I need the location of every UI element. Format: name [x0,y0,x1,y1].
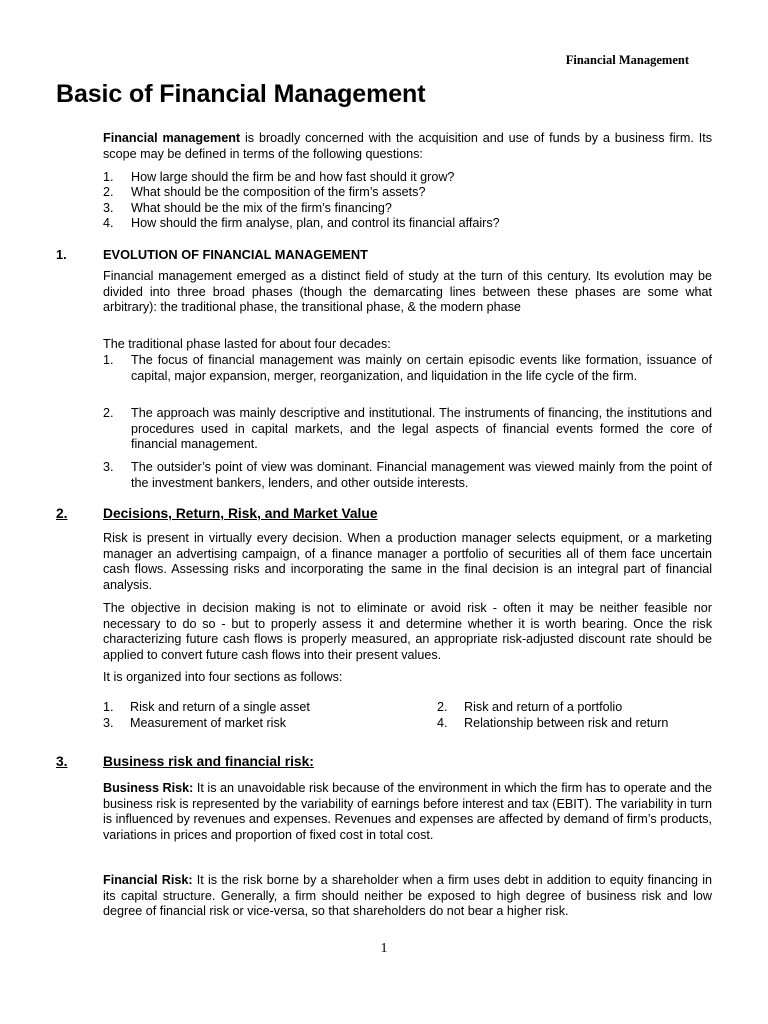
question-number: 2. [103,185,114,199]
question-item [103,201,712,217]
section2-paragraph: The objective in decision making is not to eliminate or avoid risk - often it may be neither feasible nor necessary to do so - but to properly assess it and determine whether it is worth bearing. Once the risk characterizing future cash flows is properly measured, an appropriate risk-adjusted discount rate should be applied to convert future cash flows into their present values. [103,601,712,662]
phase-text: The focus of financial management was mainly on certain episodic events like formation, issuance of capital, major expansion, merger, reorganization, and liquidation in the life cycle of the firm. [131,353,712,383]
topic-number: 2. [437,700,448,714]
section-title: Decisions, Return, Risk, and Market Value [103,506,378,521]
document-title: Basic of Financial Management [56,80,426,108]
phase-text: The approach was mainly descriptive and institutional. The instruments of financing, the institutions and procedures used in capital markets, and the legal aspects of financial events formed the core of financial management. [131,406,712,452]
topic-number: 4. [437,716,448,730]
question-item [103,185,712,201]
running-header: Financial Management [565,53,689,67]
section1-paragraph: Financial management emerged as a distinct field of study at the turn of this century. Its evolution may be divided into three broad phases (though the demarcating lines between these phases are some what arbitrary): the traditional phase, the transitional phase, & the modern phase [103,269,712,315]
question-text: What should be the composition of the firm’s assets? [131,185,426,199]
business-risk-text: It is an unavoidable risk because of the environment in which the firm has to operate and the business risk is represented by the variability of earnings before interest and tax (EBIT). The variability in turn is influenced by revenues and expenses. Revenues and expenses are affected by demand of firm’s products, variations in prices and proportion of fixed cost in total cost. [103,781,712,842]
phase-item [103,460,712,491]
section2-lead-in: It is organized into four sections as follows: [103,670,343,684]
question-number: 4. [103,216,114,230]
topic-text: Risk and return of a single asset [130,700,310,714]
topic-text: Measurement of market risk [130,716,287,730]
question-item [103,170,712,186]
question-number: 3. [103,201,114,215]
topic-number: 3. [103,716,114,730]
financial-risk-term: Financial Risk: [103,873,193,887]
topic-text: Risk and return of a portfolio [464,700,623,714]
intro-paragraph [103,131,712,162]
question-text: What should be the mix of the firm’s financing? [131,201,392,215]
page-number: 1 [380,941,388,956]
question-item [103,216,712,232]
section-number: 1. [56,247,67,262]
phase-item [103,406,712,453]
phase-number: 3. [103,460,114,474]
phase-item [103,353,712,384]
question-text: How large should the firm be and how fast should it grow? [131,170,455,184]
phase-number: 2. [103,406,114,420]
business-risk-paragraph [103,781,712,843]
business-risk-term: Business Risk: [103,781,194,795]
phase-text: The outsider’s point of view was dominant. Financial management was viewed mainly from the point of the investment bankers, lenders, and other outside interests. [131,460,712,490]
section-number: 2. [56,506,68,521]
topic-text: Relationship between risk and return [464,716,669,730]
section-title: EVOLUTION OF FINANCIAL MANAGEMENT [103,247,368,262]
section2-paragraph: Risk is present in virtually every decision. When a production manager selects equipment, or a marketing manager an advertising campaign, of a finance manager a portfolio of securities all of them face uncertain cash flows. Assessing risks and incorporating the same in the final decision is an integral part of financial analysis. [103,531,712,592]
phase-number: 1. [103,353,114,367]
intro-text: is broadly concerned with the acquisition and use of funds by a business firm. Its scope may be defined in terms of the following questions: [103,131,712,161]
topic-number: 1. [103,700,114,714]
financial-risk-paragraph [103,873,712,920]
question-number: 1. [103,170,114,184]
section-number: 3. [56,754,68,769]
financial-risk-text: It is the risk borne by a shareholder when a firm uses debt in addition to equity financing in its capital structure. Generally, a firm should neither be exposed to high degree of business risk and low degree of financial risk or vice-versa, so that shareholders do not bear a higher risk. [103,873,712,919]
section1-lead-in: The traditional phase lasted for about four decades: [103,337,391,351]
intro-lead-term: Financial management [103,131,241,145]
section-title: Business risk and financial risk: [103,754,314,769]
question-text: How should the firm analyse, plan, and control its financial affairs? [131,216,500,230]
